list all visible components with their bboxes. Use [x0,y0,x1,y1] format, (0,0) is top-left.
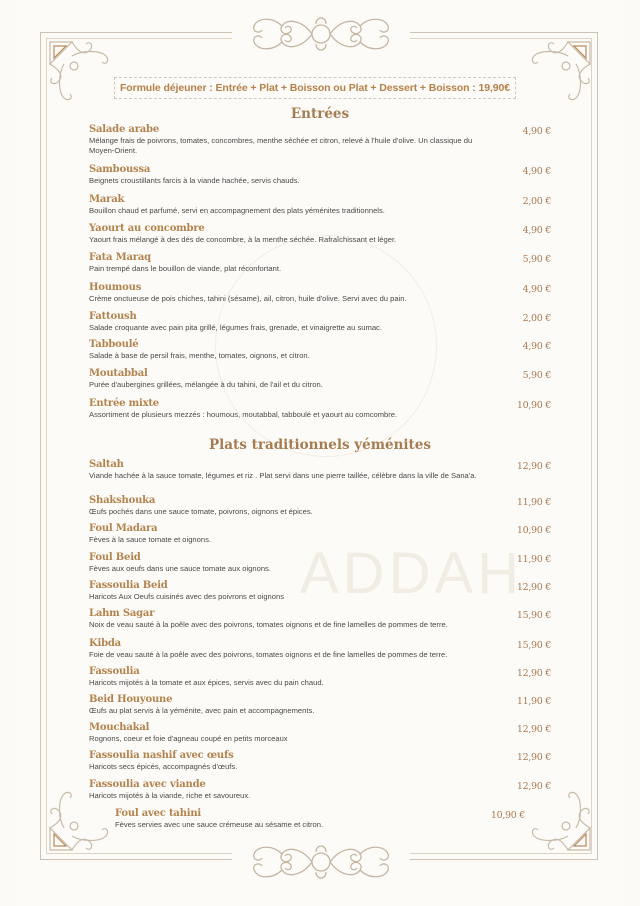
item-description: Foie de veau sauté à la poêle avec des poivrons, tomates oignons et de fine lamelles de pommes de terre. [89,650,448,659]
watermark-text: ADDAH [300,541,524,606]
item-description: Bouillon chaud et parfumé, servi en accompagnement des plats yéménites traditionnels. [89,206,385,215]
item-name: Beid Houyoune [89,694,173,705]
item-name: Foul avec tahini [115,808,202,819]
item-name: Entrée mixte [89,398,159,409]
menu-item [89,552,551,574]
item-name: Lahm Sagar [89,608,155,619]
menu-item [89,164,551,186]
menu-item [89,750,551,772]
item-name: Saltah [89,459,124,470]
item-name: Fattoush [89,311,137,322]
item-name: Samboussa [89,164,151,175]
item-description: Haricots secs épicés, accompagnés d'œufs. [89,762,238,771]
menu-item [89,124,551,155]
item-description: Pain trempé dans le bouillon de viande, plat réconfortant. [89,264,282,273]
menu-item [89,666,551,688]
item-name: Marak [89,194,125,205]
menu-item [89,252,551,274]
item-price: 10,90 € [490,810,525,821]
menu-item [89,580,551,602]
item-price: 4,90 € [522,126,551,137]
item-price: 12,90 € [516,781,551,792]
item-name: Fassoulia [89,666,140,677]
item-description: Fèves servies avec une sauce crémeuse au sésame et citron. [115,820,324,829]
item-price: 4,90 € [522,225,551,236]
item-price: 4,90 € [522,166,551,177]
item-price: 5,90 € [522,370,551,381]
item-name: Foul Beid [89,552,141,563]
item-description: Salade à base de persil frais, menthe, tomates, oignons, et citron. [89,351,310,360]
item-price: 11,90 € [516,497,551,508]
item-description: Haricots Aux Oeufs cuisinés avec des poivrons et oignons [89,592,285,601]
item-name: Yaourt au concombre [89,223,205,234]
menu-item [89,311,551,333]
item-price: 12,90 € [516,724,551,735]
item-price: 12,90 € [516,582,551,593]
item-price: 15,90 € [516,610,551,621]
menu-item [89,194,551,216]
item-price: 11,90 € [516,554,551,565]
item-description: Haricots mijotés à la tomate et aux épices, servis avec du pain chaud. [89,678,324,687]
item-description: Crème onctueuse de pois chiches, tahini (sésame), ail, citron, huile d'olive. Servi avec du pain. [89,294,407,303]
item-description: Rognons, coeur et foie d'agneau coupé en petits morceaux [89,734,288,743]
item-price: 4,90 € [522,284,551,295]
section-title-plats-yemenites: Plats traditionnels yéménites [209,437,431,453]
menu-item [89,398,551,420]
scroll-ornament-top-icon [232,10,410,58]
item-name: Moutabbal [89,368,148,379]
item-price: 2,00 € [522,196,551,207]
item-description: Salade croquante avec pain pita grillé, légumes frais, grenade, et vinaigrette au sumac. [89,323,382,332]
menu-item [89,638,551,660]
menu-item [89,608,551,630]
item-description: Purée d'aubergines grillées, mélangée à du tahini, de l'ail et du citron. [89,380,323,389]
item-description: Œufs au plat servis à la yéménite, avec pain et accompagnements. [89,706,315,715]
item-description: Assortiment de plusieurs mezzés : houmous, moutabbal, tabboulé et yaourt au comcombre. [89,410,398,419]
item-description: Beignets croustillants farcis à la viande hachée, servis chauds. [89,176,300,185]
item-name: Fassoulia nashif avec œufs [89,750,234,761]
item-description: Mélange frais de poivrons, tomates, concombres, menthe séchée et citron, relevé à l'huile d'olive. Un classique du Moyen-Orient. [89,136,473,155]
menu-item [89,722,551,744]
item-name: Mouchakal [89,722,150,733]
item-name: Tabboulé [89,339,139,350]
section-title-entrees: Entrées [290,106,350,122]
item-name: Kibda [89,638,121,649]
menu-item [115,808,525,830]
item-name: Fassoulia Beid [89,580,168,591]
item-description: Noix de veau sauté à la poêle avec des poivrons, tomates oignons et de fine lamelles de pommes de terre. [89,620,448,629]
menu-item [89,523,551,545]
item-name: Houmous [89,282,142,293]
item-price: 12,90 € [516,668,551,679]
item-price: 11,90 € [516,696,551,707]
item-name: Foul Madara [89,523,158,534]
item-name: Fassoulia avec viande [89,779,206,790]
item-name: Shakshouka [89,495,156,506]
item-description: Haricots mijotés à la viande, riche et savoureux. [89,791,251,800]
item-price: 10,90 € [516,400,551,411]
item-price: 10,90 € [516,525,551,536]
menu-item [89,459,551,481]
item-price: 2,00 € [522,313,551,324]
menu-item [89,223,551,245]
menu-item [89,495,551,517]
item-name: Salade arabe [89,124,159,135]
item-description: Fèves aux oeufs dans une sauce tomate aux oignons. [89,564,271,573]
item-description: Œufs pochés dans une sauce tomate, poivrons, oignons et épices. [89,507,313,516]
item-price: 12,90 € [516,461,551,472]
item-price: 4,90 € [522,341,551,352]
corner-ornament-top-left-icon [44,36,124,116]
item-description: Yaourt frais mélangé à des dés de concombre, à la menthe séchée. Rafraîchissant et léger. [89,235,397,244]
menu-item [89,339,551,361]
item-price: 5,90 € [522,254,551,265]
menu-item [89,282,551,304]
item-name: Fata Maraq [89,252,151,263]
menu-item [89,368,551,390]
item-description: Viande hachée à la sauce tomate, légumes et riz . Plat servi dans une pierre taillée, célèbre dans la ville de Sana'a. [89,471,477,480]
corner-ornament-top-right-icon [516,36,596,116]
menu-item [89,779,551,801]
item-price: 12,90 € [516,752,551,763]
scroll-ornament-bottom-icon [232,838,410,886]
item-description: Fèves à la sauce tomate et oignons. [89,535,211,544]
menu-item [89,694,551,716]
item-price: 15,90 € [516,640,551,651]
lunch-formula-banner: Formule déjeuner : Entrée + Plat + Boisson ou Plat + Dessert + Boisson : 19,90€ [114,77,516,99]
